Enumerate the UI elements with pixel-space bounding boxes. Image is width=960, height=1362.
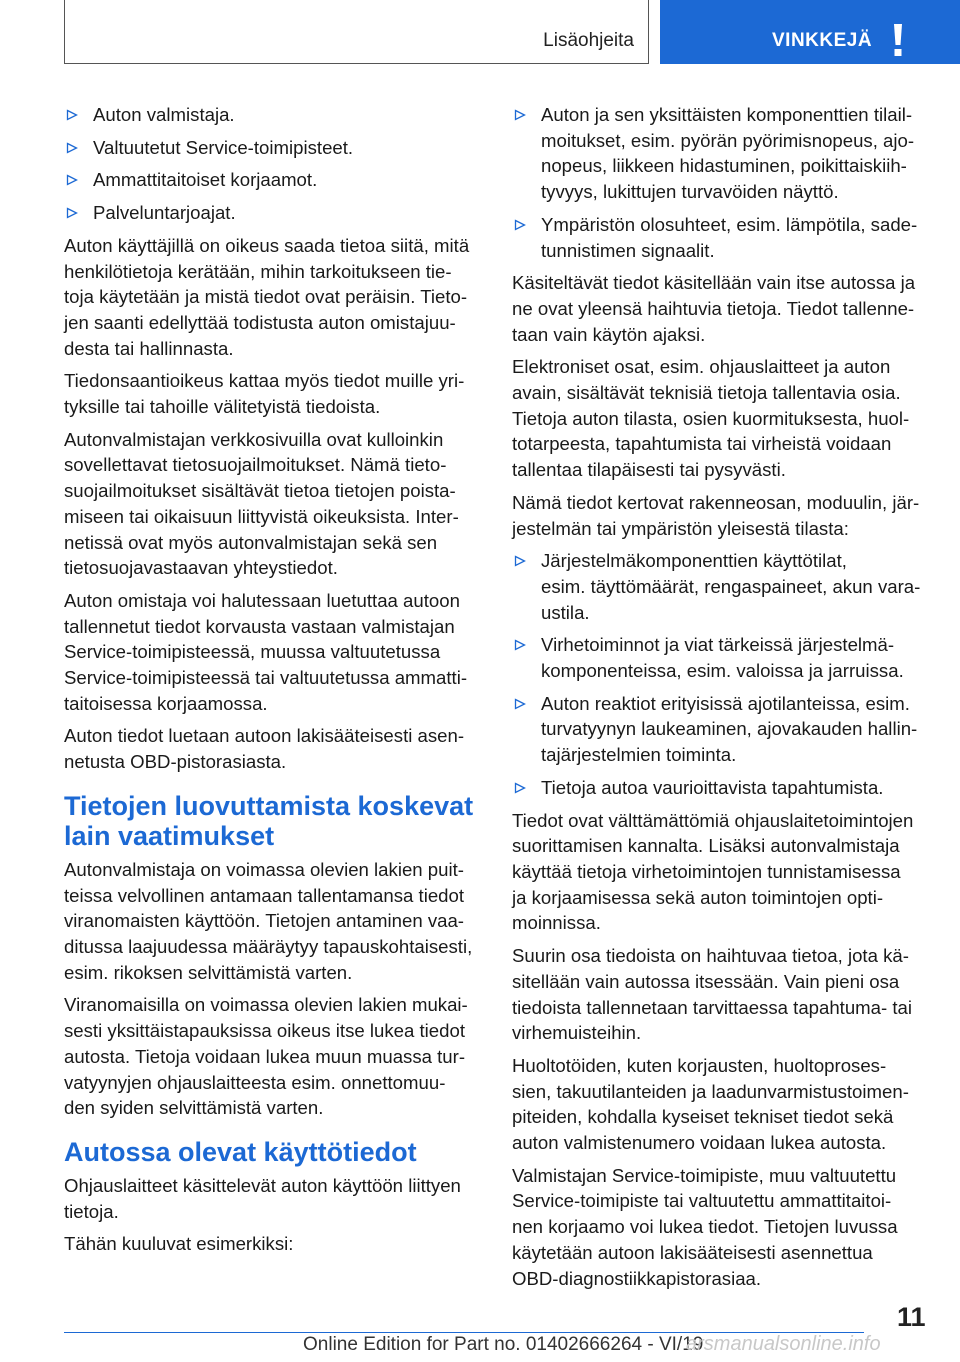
text-line: Viranomaisilla on voimassa olevien lakien mukai- (64, 994, 468, 1016)
page-number: 11 (897, 1302, 926, 1332)
text-line: Huoltotöiden, kuten korjausten, huoltoproses- (512, 1054, 887, 1076)
text-line: Auton ja sen yksittäisten komponenttien tilail- (541, 104, 913, 125)
text-line: totarpeesta, tapahtumista tai virheistä voidaan (512, 433, 892, 455)
text-line: Käsiteltävät tiedot käsitellään vain itse autossa ja (512, 272, 916, 294)
text-line: jestelmän tai ympäristön yleisestä tilasta: (512, 517, 849, 539)
text-line: tajärjestelmien toiminta. (541, 744, 737, 766)
body-paragraph (64, 857, 480, 986)
text-line: Tähän kuuluvat esimerkiksi: (64, 1233, 294, 1255)
text-line: nen korjaamo voi lukea tiedot. Tietojen luvussa (512, 1216, 898, 1238)
text-line: Järjestelmäkomponenttien käyttötilat, (541, 550, 847, 572)
body-paragraph (64, 588, 480, 717)
text-line: Autonvalmistaja on voimassa olevien lakien puit- (64, 858, 464, 880)
bullet-triangle-icon (514, 109, 526, 121)
text-line: Autossa olevat käyttötiedot (64, 1136, 417, 1167)
text-line: käytetään autoon lakisääteisesti asennettua (512, 1241, 873, 1263)
text-line: Auton reaktiot erityisissä ajotilanteissa, esim. (541, 692, 910, 714)
bullet-item (64, 200, 480, 226)
text-line: tyksille tai tahoille välitetyistä tiedoista. (64, 396, 381, 418)
text-line: sesti yksittäistapauksissa oikeus itse lukea tiedot (64, 1020, 465, 1042)
bullet-item (512, 102, 928, 205)
text-line: ne ovat yleensä haihtuvia tietoja. Tiedot tallenne- (512, 297, 915, 319)
text-line: tiedoista tallennetaan tarvittaessa tapahtuma- tai (512, 996, 913, 1018)
text-line: Service-toimipiste tai valtuutettu ammattitaitoi- (512, 1190, 892, 1212)
text-line: Ympäristön olosuhteet, esim. lämpötila, sade- (541, 213, 918, 235)
header-tab (660, 0, 960, 64)
text-line: desta tai hallinnasta. (64, 337, 234, 359)
text-line: sien, takuutilanteiden ja laadunvarmistustoimen- (512, 1080, 909, 1102)
body-paragraph (64, 368, 480, 419)
body-paragraph (64, 1173, 480, 1224)
text-line: netissä ovat myös autonvalmistajan sekä sen (64, 531, 438, 553)
bullet-item (512, 775, 928, 801)
bullet-triangle-icon (514, 782, 526, 794)
bullet-text: Valtuutetut Service-toimipisteet. (93, 136, 354, 158)
text-line: netusta OBD-pistorasiasta. (64, 751, 287, 773)
right-column (512, 102, 928, 1298)
text-line: Service-toimipisteessä tai valtuutetussa ammatti- (64, 667, 468, 689)
bullet-item (64, 102, 480, 128)
text-line: toja käytetään ja mistä tiedot ovat peräisin. Tieto- (64, 286, 468, 308)
text-line: OBD-diagnostiikkapistorasiaa. (512, 1267, 762, 1289)
text-line: henkilötietoja kerätään, mihin tarkoitukseen tie- (64, 260, 452, 282)
body-paragraph (64, 427, 480, 581)
text-line: esim. täyttömäärät, rengaspaineet, akun vara- (541, 575, 921, 597)
bullet-triangle-icon (66, 109, 78, 121)
text-line: Tietoja autoa vaurioittavista tapahtumista. (541, 776, 884, 798)
text-line: Valmistajan Service-toimipiste, muu valtuutettu (512, 1164, 897, 1186)
text-line: ditussa laajuudessa määräytyy tapauskohtaisesti, (64, 935, 473, 957)
text-line: Auton omistaja voi halutessaan luetuttaa autoon (64, 589, 460, 611)
text-line: jen saanti edellyttää todistusta auton omistajuu- (64, 311, 456, 333)
text-line: käyttää tietoja virhetoimintojen tunnistamisessa (512, 860, 901, 882)
text-line: tietoja. (64, 1200, 119, 1222)
bullet-item (64, 135, 480, 161)
text-line: moitukset, esim. pyörän pyörimisnopeus, ajo- (541, 129, 915, 151)
text-line: auton valmistenumero voidaan lukea autosta. (512, 1132, 887, 1154)
bullet-text: Ammattitaitoiset korjaamot. (93, 169, 318, 191)
body-paragraph (512, 1163, 928, 1292)
body-paragraph (512, 1053, 928, 1156)
text-line: esim. rikoksen selvittämistä varten. (64, 961, 353, 983)
text-line: Elektroniset osat, esim. ohjauslaitteet ja auton (512, 356, 891, 378)
text-line: virhemuisteihin. (512, 1022, 642, 1044)
text-line: Tietoja auton tilasta, osien kuormituksesta, huol- (512, 407, 910, 429)
text-line: tunnistimen signaalit. (541, 239, 715, 261)
bullet-triangle-icon (66, 207, 78, 219)
watermark: arsmanualsonline.info (686, 1333, 881, 1355)
text-line: komponenteissa, esim. valoissa ja jarruissa. (541, 660, 904, 682)
text-line: sitellään vain autossa itsessään. Vain pieni osa (512, 970, 900, 992)
bullet-triangle-icon (66, 142, 78, 154)
body-paragraph (512, 490, 928, 541)
text-line: taan vain käytön ajaksi. (512, 323, 706, 345)
text-line: ustila. (541, 601, 590, 623)
text-line: tietosuojavastaavan yhteystiedot. (64, 557, 338, 579)
text-line: turvatyynyn laukeaminen, ajovakauden hallin- (541, 718, 918, 740)
header-section-box (64, 0, 649, 64)
bullet-text: Palveluntarjoajat. (93, 202, 236, 224)
text-line: Autonvalmistajan verkkosivuilla ovat kulloinkin (64, 428, 444, 450)
footer-edition-text: Online Edition for Part no. 01402666264 - VI/19 (303, 1334, 704, 1355)
text-line: Tiedot ovat välttämättömiä ohjauslaitetoimintojen (512, 809, 914, 831)
text-line: taitoisessa korjaamossa. (64, 692, 268, 714)
section-heading (64, 791, 480, 851)
text-line: Auton käyttäjillä on oikeus saada tietoa siitä, mitä (64, 234, 470, 256)
text-line: vatyynyjen ohjauslaitteesta esim. onnettomuu- (64, 1071, 446, 1093)
body-paragraph (64, 723, 480, 774)
text-line: Auton tiedot luetaan autoon lakisääteisesti asen- (64, 725, 465, 747)
bullet-item (64, 167, 480, 193)
text-line: Tiedonsaantioikeus kattaa myös tiedot muille yri- (64, 370, 465, 392)
text-line: Tietojen luovuttamista koskevat (64, 790, 474, 821)
text-line: viranomaisten käyttöön. Tietojen antaminen vaa- (64, 910, 464, 932)
text-line: den syiden selvittämistä varten. (64, 1097, 324, 1119)
bullet-item (512, 212, 928, 263)
text-line: Ohjauslaitteet käsittelevät auton käyttöön liittyen (64, 1174, 461, 1196)
body-paragraph (64, 992, 480, 1121)
text-line: suorittamisen kannalta. Lisäksi autonvalmistaja (512, 835, 900, 857)
text-line: autosta. Tietoja voidaan lukea muun muassa tur- (64, 1045, 466, 1067)
text-line: nopeus, liikkeen hidastuminen, poikittaiskiih- (541, 155, 907, 177)
header-section-title: Lisäohjeita (543, 30, 634, 51)
text-line: Suurin osa tiedoista on haihtuvaa tietoa, jota kä- (512, 945, 909, 967)
text-line: sovellettavat tietosuojailmoitukset. Nämä tieto- (64, 454, 447, 476)
bullet-text: Auton valmistaja. (93, 104, 235, 125)
bullet-item (512, 632, 928, 683)
text-line: teissa velvollinen antamaan tallentamansa tiedot (64, 884, 465, 906)
body-paragraph (512, 808, 928, 937)
bullet-triangle-icon (514, 555, 526, 567)
body-paragraph (64, 1231, 480, 1257)
text-line: tallennetut tiedot korvausta vastaan valmistajan (64, 615, 455, 637)
text-line: Nämä tiedot kertovat rakenneosan, moduulin, jär- (512, 491, 920, 513)
text-line: tyvyys, lukittujen turvavöiden näyttö. (541, 181, 839, 203)
body-paragraph (512, 943, 928, 1046)
text-line: Service-toimipisteessä, muussa valtuutetussa (64, 641, 441, 663)
bullet-triangle-icon (66, 174, 78, 186)
text-line: tallentaa tilapäisesti tai pysyvästi. (512, 459, 786, 481)
text-line: avain, sisältävät teknisiä tietoja tallentavia osia. (512, 382, 901, 404)
left-column (64, 102, 480, 1264)
text-line: suojailmoitukset sisältävät tietoa tietojen poista- (64, 480, 456, 502)
bullet-item (512, 548, 928, 625)
text-line: ja korjaamisessa sekä auton toimintojen opti- (512, 886, 884, 908)
bullet-triangle-icon (514, 639, 526, 651)
exclamation-icon (892, 24, 904, 56)
body-paragraph (512, 270, 928, 347)
bullet-triangle-icon (514, 698, 526, 710)
bullet-triangle-icon (514, 219, 526, 231)
text-line: piteiden, kohdalla kyseiset tekniset tiedot sekä (512, 1106, 894, 1128)
header-tab-label: VINKKEJÄ (772, 30, 873, 51)
text-line: lain vaatimukset (64, 820, 275, 851)
section-heading (64, 1137, 480, 1167)
text-line: moinnissa. (512, 912, 601, 934)
text-line: miseen tai oikaisuun liittyvistä oikeuksista. Inter- (64, 505, 459, 527)
text-line: Virhetoiminnot ja viat tärkeissä järjestelmä- (541, 634, 895, 656)
body-paragraph (512, 354, 928, 483)
bullet-item (512, 691, 928, 768)
body-paragraph (64, 233, 480, 362)
